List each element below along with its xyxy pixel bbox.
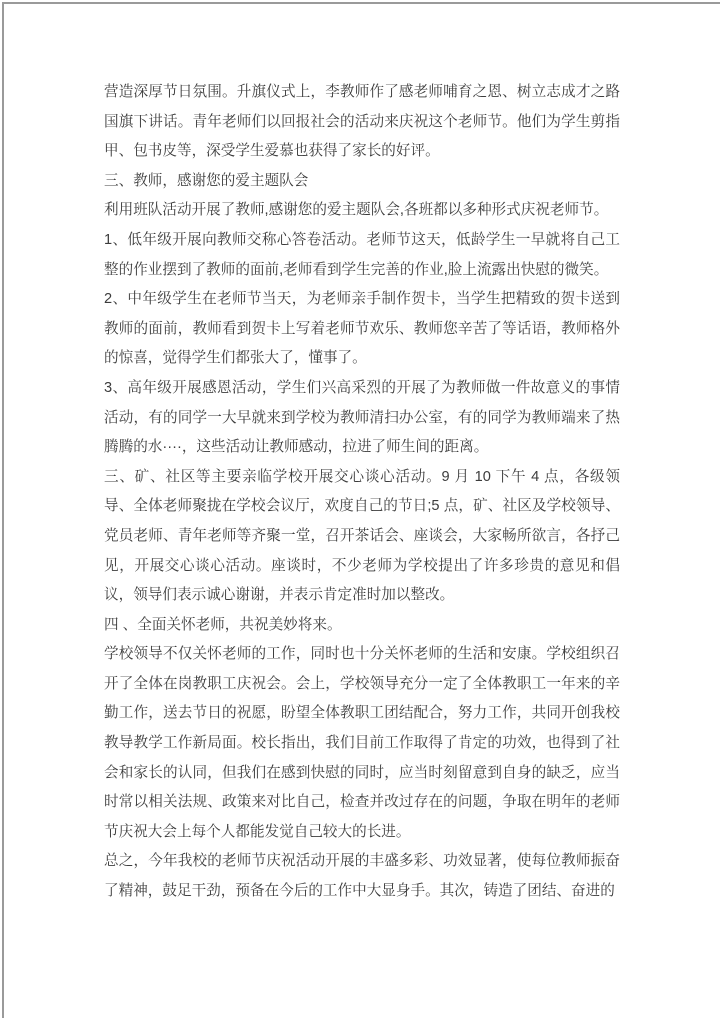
paragraph: 1、低年级开展向教师交称心答卷活动。老师节这天，低龄学生一早就将自己工整的作业摆到了教师的面前,老师看到学生完善的作业,脸上流露出快慰的微笑。 bbox=[104, 231, 620, 278]
paragraph: 总之，今年我校的老师节庆祝活动开展的丰盛多彩、功效显著，使每位教师振奋了精神，鼓足干劲，预备在今后的工作中大显身手。其次，铸造了团结、奋进的 bbox=[104, 853, 620, 900]
paragraph: 利用班队活动开展了教师,感谢您的爱主题队会,各班都以多种形式庆祝老师节。 bbox=[104, 202, 609, 219]
paragraph: 四 、全面关怀老师，共祝美妙将来。 bbox=[104, 616, 342, 633]
paragraph: 三、矿、社区等主要亲临学校开展交心谈心活动。9 月 10 下午 4 点，各级领导、全体老师聚拢在学校会议厅，欢度自己的节日;5 点，矿、社区及学校领导、党员老师、青年老师等齐聚一堂，召开茶话会、座谈会，大家畅所欲言，各抒己见，开展交心谈心活动。座谈时，不少老师为学校提出了许多珍贵的意见和倡议，领导们表示诚心谢谢，并表示肯定准时加以整改。 bbox=[104, 468, 620, 604]
paragraph: 2、中年级学生在老师节当天，为老师亲手制作贺卡，当学生把精致的贺卡送到教师的面前，教师看到贺卡上写着老师节欢乐、教师您辛苦了等话语，教师格外的惊喜，觉得学生们都张大了，懂事了。 bbox=[104, 291, 620, 367]
page-left-rule bbox=[2, 2, 4, 1018]
paragraph: 学校领导不仅关怀老师的工作，同时也十分关怀老师的生活和安康。学校组织召开了全体在岗教职工庆祝会。会上，学校领导充分一定了全体教职工一年来的辛勤工作，送去节日的祝愿，盼望全体教职工团结配合，努力工作，共同开创我校教导教学工作新局面。校长指出，我们目前工作取得了肯定的功效，也得到了社会和家长的认同，但我们在感到快慰的同时，应当时刻留意到自身的缺乏，应当时常以相关法规、政策来对比自己，检查并改过存在的问题，争取在明年的老师节庆祝大会上每个人都能发觉自己较大的长进。 bbox=[104, 646, 620, 840]
paragraph: 三、教师，感谢您的爱主题队会 bbox=[104, 172, 309, 189]
document-body bbox=[104, 78, 620, 907]
paragraph: 营造深厚节日氛围。升旗仪式上，李教师作了感老师哺育之恩、树立志成才之路国旗下讲话。青年老师们以回报社会的活动来庆祝这个老师节。他们为学生剪指甲、包书皮等，深受学生爱慕也获得了家长的好评。 bbox=[104, 84, 620, 160]
paragraph: 3、高年级开展感恩活动，学生们兴高采烈的开展了为教师做一件故意义的事情活动，有的同学一大早就来到学校为教师清扫办公室，有的同学为教师端来了热腾腾的水····，这些活动让教师感动，拉进了师生间的距离。 bbox=[104, 379, 620, 456]
page-top-rule bbox=[2, 2, 720, 4]
